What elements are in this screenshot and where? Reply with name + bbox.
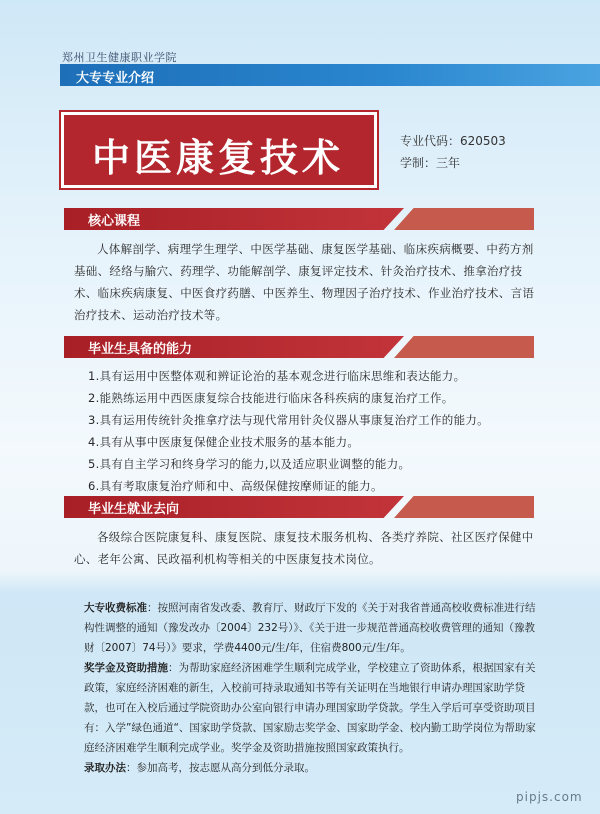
admission-label: 录取办法 — [84, 762, 126, 774]
major-title-block — [64, 115, 374, 185]
ability-item: 3.具有运用传统针灸推拿疗法与现代常用针灸仪器从事康复治疗工作的能力。 — [88, 413, 489, 427]
major-meta — [400, 130, 506, 174]
section-banner — [60, 64, 600, 86]
ability-item: 6.具有考取康复治疗师和中、高级保健按摩师证的能力。 — [88, 479, 383, 493]
heading-stripe — [394, 208, 534, 230]
employment-heading: 毕业生就业去向 — [88, 502, 180, 517]
abilities-heading: 毕业生具备的能力 — [88, 342, 193, 357]
aid-text: ：为帮助家庭经济困难学生顺利完成学业，学校建立了资助体系，根据国家有关政策，家庭经济困难的新生，入校前可持录取通知书等有关证明在当地银行申请办理国家助学贷款，也可在入校后通过学院资助办公室向银行申请办理国家助学贷款。学生入学后可享受资助项目有：入学”绿色通道“、国家助学贷款、国家励志奖学金、国家助学金、校内勤工助学岗位为帮助家庭经济困难学生顺利完成学业。奖学金及资助措施按照国家政策执行。 — [84, 662, 536, 754]
fee-label: 大专收费标准 — [84, 602, 147, 614]
ability-item: 1.具有运用中医整体观和辨证论治的基本观念进行临床思维和表达能力。 — [88, 369, 466, 383]
employment-heading-bar — [64, 496, 534, 518]
ability-item: 2.能熟练运用中西医康复综合技能进行临床各科疾病的康复治疗工作。 — [88, 391, 454, 405]
core-heading-bar — [64, 208, 534, 230]
aid-paragraph — [84, 658, 542, 758]
fee-paragraph — [84, 598, 542, 658]
major-title: 中医康复技术 — [92, 136, 345, 180]
heading-stripe — [394, 496, 534, 518]
major-duration: 学制：三年 — [400, 156, 461, 170]
abilities-heading-bar — [64, 336, 534, 358]
admission-paragraph — [84, 758, 542, 778]
core-courses-text: 人体解剖学、病理学生理学、中医学基础、康复医学基础、临床疾病概要、中药方剂基础、经络与腧穴、药理学、功能解剖学、康复评定技术、针灸治疗技术、推拿治疗技术、临床疾病康复、中医食疗药膳、中医养生、物理因子治疗技术、作业治疗技术、言语治疗技术、运动治疗技术等。 — [74, 242, 535, 322]
info-text — [84, 598, 542, 778]
major-code: 专业代码：620503 — [400, 134, 506, 148]
core-heading: 核心课程 — [88, 214, 141, 229]
school-name: 郑州卫生健康职业学院 — [62, 51, 177, 64]
ability-item: 4.具有从事中医康复保健企业技术服务的基本能力。 — [88, 435, 360, 449]
ability-item: 5.具有自主学习和终身学习的能力,以及适应职业调整的能力。 — [88, 457, 411, 471]
watermark: pipjs.com — [516, 790, 583, 804]
abilities-list — [88, 365, 548, 497]
admission-text: ：参加高考，按志愿从高分到低分录取。 — [126, 762, 315, 774]
aid-label: 奖学金及资助措施 — [84, 662, 168, 674]
section-banner-label: 大专专业介绍 — [76, 71, 155, 86]
heading-stripe — [394, 336, 534, 358]
employment-text: 各级综合医院康复科、康复医院、康复技术服务机构、各类疗养院、社区医疗保健中心、老年公寓、民政福利机构等相关的中医康复技术岗位。 — [74, 530, 534, 566]
fee-text: ：按照河南省发改委、教育厅、财政厅下发的《关于对我省普通高校收费标准进行结构性调整的通知（豫发改办〔2004〕232号）》、《关于进一步规范普通高校收费管理的通知（豫教财〔2007〕74号）》要求，学费4400元/生/年，住宿费800元/生/年。 — [84, 602, 536, 654]
